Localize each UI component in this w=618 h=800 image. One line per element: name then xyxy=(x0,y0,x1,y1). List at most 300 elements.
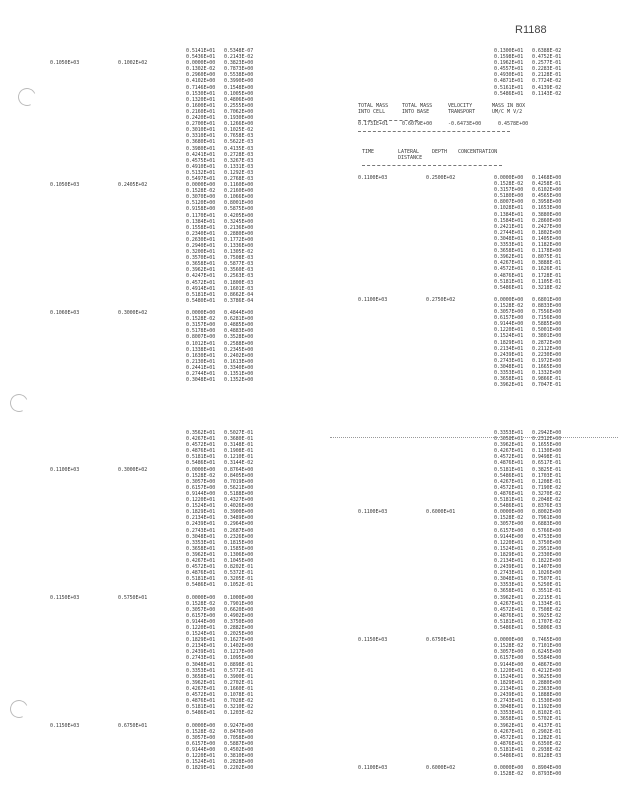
header-underline xyxy=(362,165,502,166)
row-value: 0.2420E+01 xyxy=(186,115,216,122)
row-value: 0.9866E-01 xyxy=(532,376,562,383)
row-value: 0.7190E-02 xyxy=(532,484,562,491)
row-value: 0.1160E+00 xyxy=(224,182,254,189)
row-value: 0.1528E-02 xyxy=(186,188,216,195)
row-value: 0.0000E+00 xyxy=(186,722,216,729)
row-value: 0.4565E+00 xyxy=(532,193,562,200)
row-value: 0.3048E+01 xyxy=(494,576,524,583)
row-value: 0.2768E-03 xyxy=(224,175,254,182)
row-value: 0.4867E+00 xyxy=(532,661,562,668)
row-value: 0.1305E-02 xyxy=(224,249,254,256)
row-value: 0.4876E+01 xyxy=(494,272,524,279)
row-value: 0.4806E+00 xyxy=(224,96,254,103)
row-value: 0.2902E-01 xyxy=(532,728,562,735)
row-value: 0.1407E+00 xyxy=(532,564,562,571)
row-value: 0.4876E+01 xyxy=(186,570,216,577)
row-value: 0.4876E+01 xyxy=(186,448,216,455)
row-value: 0.1600E+01 xyxy=(186,102,216,109)
row-label: 0.1002E+02 xyxy=(118,60,148,67)
row-value: 0.8007E+00 xyxy=(186,334,216,341)
row-value: 0.2134E+01 xyxy=(186,643,216,650)
row-value: 0.3750E+00 xyxy=(532,539,562,546)
row-value: 0.5486E+01 xyxy=(494,625,524,631)
row-value: 0.1908E-01 xyxy=(224,448,254,455)
row-value: 0.3245E+00 xyxy=(224,218,254,225)
row-value: 0.2828E+00 xyxy=(224,759,254,766)
row-value: 0.4572E+01 xyxy=(186,442,216,449)
row-label: 0.1060E+03 xyxy=(50,310,80,317)
row-value: 0.1182E+00 xyxy=(532,242,562,249)
row-value: 0.3267E-03 xyxy=(224,157,254,164)
row-value: 0.3962E+01 xyxy=(494,722,524,729)
row-value: 0.1208E-01 xyxy=(532,478,562,485)
summary-subheader: INTO CELL xyxy=(358,109,386,115)
row-value: 0.3810E+00 xyxy=(224,752,254,759)
row-value: 0.5480E+01 xyxy=(186,297,216,304)
row-value: 0.1524E+01 xyxy=(494,673,524,680)
row-value: 0.2964E+00 xyxy=(224,521,254,528)
row-value: 0.3658E+01 xyxy=(186,545,216,552)
row-value: 0.7047E-01 xyxy=(532,382,562,389)
row-value: 0.1530E+01 xyxy=(186,90,216,97)
row-value: 0.2588E+00 xyxy=(224,340,254,347)
row-value: 0.8793E+00 xyxy=(532,771,562,778)
row-value: 0.1829E+01 xyxy=(186,637,216,644)
table-row xyxy=(358,91,570,97)
row-value: 0.5622E-03 xyxy=(224,139,254,146)
row-value: 0.1822E+00 xyxy=(532,557,562,564)
col-time: TIME xyxy=(362,149,375,155)
row-label: 0.3000E+02 xyxy=(118,310,148,317)
row-value: 0.4876E+01 xyxy=(494,460,524,467)
row-value: 0.1802E+00 xyxy=(532,229,562,236)
row-value: 0.4267E+01 xyxy=(494,448,524,455)
row-value: 0.7156E+00 xyxy=(532,315,562,322)
row-value: 0.6157E+00 xyxy=(494,315,524,322)
row-value: 0.2134E+01 xyxy=(494,685,524,692)
row-value: 0.1105E-01 xyxy=(532,278,562,285)
row-value: 0.1000E+00 xyxy=(224,594,254,601)
row-value: 0.3070E+00 xyxy=(186,194,216,201)
row-value: 0.4883E+00 xyxy=(224,328,254,335)
row-value: 0.5027E-01 xyxy=(224,430,254,436)
row-value: 0.1405E+00 xyxy=(532,235,562,242)
row-value: 0.2402E+00 xyxy=(224,352,254,359)
table-row xyxy=(50,765,262,771)
row-value: 0.1402E+00 xyxy=(224,643,254,650)
col-lateral-sub: DISTANCE xyxy=(398,155,423,161)
row-value: 0.2326E+00 xyxy=(224,533,254,540)
row-value: 0.2743E+01 xyxy=(186,655,216,662)
row-value: 0.4752E-01 xyxy=(532,54,562,61)
row-value: 0.1338E+01 xyxy=(186,346,216,353)
row-value: 0.1707E-02 xyxy=(532,618,562,625)
row-value: 0.2340E+01 xyxy=(186,230,216,237)
row-value: 0.5885E+00 xyxy=(532,321,562,328)
row-value: 0.1220E+01 xyxy=(186,625,216,631)
row-value: 0.5120E+00 xyxy=(186,200,216,207)
row-label: 0.6000E+02 xyxy=(426,765,456,772)
row-value: 0.1655E+00 xyxy=(532,442,562,449)
row-value: 0.1829E+01 xyxy=(186,509,216,516)
row-value: 0.2128E-01 xyxy=(532,72,562,79)
row-label: 0.1050E+03 xyxy=(50,60,80,67)
row-value: 0.1815E+00 xyxy=(224,539,254,546)
punch-hole-icon xyxy=(7,391,30,414)
row-value: 0.2345E+00 xyxy=(224,346,254,353)
row-value: 0.7101E+00 xyxy=(532,643,562,650)
row-value: 0.1025E-02 xyxy=(224,127,254,134)
row-value: 0.2439E+01 xyxy=(494,351,524,358)
row-value: 0.7556E+00 xyxy=(532,309,562,316)
row-value: 0.1829E+01 xyxy=(494,339,524,346)
row-value: 0.7507E-01 xyxy=(532,576,562,583)
row-value: 0.5486E+01 xyxy=(186,460,216,467)
row-value: 0.3489E+00 xyxy=(224,515,254,522)
row-value: 0.3658E+01 xyxy=(494,436,524,443)
row-value: 0.2330E+00 xyxy=(532,551,562,558)
row-value: 0.3962E+01 xyxy=(494,442,524,449)
row-value: 0.2872E+00 xyxy=(532,339,562,346)
row-value: 0.4876E+01 xyxy=(494,490,524,497)
row-value: 0.4885E+00 xyxy=(224,322,254,329)
row-value: 0.3010E+01 xyxy=(186,127,216,134)
row-value: 0.0000E+00 xyxy=(494,509,524,516)
row-value: 0.4572E+01 xyxy=(186,692,216,699)
row-value: 0.1220E+01 xyxy=(494,327,524,334)
row-value: 0.9144E+00 xyxy=(494,533,524,540)
row-value: 0.1528E-02 xyxy=(494,181,524,188)
row-value: 0.1210E-01 xyxy=(224,454,254,461)
row-value: 0.2283E-01 xyxy=(532,66,562,73)
row-value: 0.5141E+01 xyxy=(186,48,216,54)
row-value: 0.2441E+01 xyxy=(186,364,216,371)
row-value: 0.4753E+00 xyxy=(532,533,562,540)
row-value: 0.3048E+01 xyxy=(494,235,524,242)
row-value: 0.6388E-02 xyxy=(532,48,562,54)
row-value: 0.4572E+01 xyxy=(494,266,524,273)
row-value: 0.4914E+01 xyxy=(186,285,216,292)
row-label: 0.1100E+03 xyxy=(358,175,388,181)
row-value: 0.3048E+01 xyxy=(186,533,216,540)
dashed-separator xyxy=(358,131,510,132)
row-value: 0.7465E+00 xyxy=(532,637,562,644)
row-value: 0.1703E-01 xyxy=(532,472,562,479)
row-value: 0.5486E+01 xyxy=(494,503,524,510)
row-value: 0.1528E-02 xyxy=(494,302,524,309)
row-value: 0.0000E+00 xyxy=(186,594,216,601)
row-value: 0.8002E+00 xyxy=(532,509,562,516)
summary-value: -0.6473E+00 xyxy=(448,121,482,127)
row-label: 0.3000E+02 xyxy=(118,466,148,473)
row-value: 0.3658E+01 xyxy=(494,248,524,255)
row-value: 0.1613E+00 xyxy=(224,358,254,365)
row-value: 0.5584E+00 xyxy=(532,655,562,662)
row-value: 0.4327E+00 xyxy=(224,497,254,504)
row-value: 0.5181E+01 xyxy=(186,704,216,711)
col-lateral: LATERAL xyxy=(398,149,420,155)
row-value: 0.1653E+00 xyxy=(532,205,562,212)
row-value: 0.1528E-02 xyxy=(186,472,216,479)
row-value: 0.1220E+01 xyxy=(186,752,216,759)
row-label: 0.1100E+03 xyxy=(50,466,80,473)
row-value: 0.6350E-02 xyxy=(532,740,562,747)
row-value: 0.1026E+00 xyxy=(532,570,562,577)
row-value: 0.1351E+00 xyxy=(224,370,254,377)
row-value: 0.2630E+01 xyxy=(186,236,216,243)
row-value: 0.3786E-04 xyxy=(224,297,254,304)
data-block-upper-right xyxy=(358,175,570,388)
row-value: 0.3823E+00 xyxy=(224,60,254,67)
row-value: 0.5497E+01 xyxy=(186,175,216,182)
row-value: 0.1334E-01 xyxy=(532,600,562,607)
row-value: 0.1528E-02 xyxy=(494,771,524,778)
row-value: 0.3048E+01 xyxy=(494,704,524,711)
row-value: 0.2942E+00 xyxy=(532,430,562,436)
row-value: 0.2130E+01 xyxy=(186,358,216,365)
summary-col-header: VELOCITY xyxy=(448,103,473,109)
row-value: 0.1888E+00 xyxy=(532,692,562,699)
row-label: 0.6750E+01 xyxy=(426,637,456,644)
row-value: 0.6157E+00 xyxy=(186,484,216,491)
underline-rule xyxy=(358,120,418,121)
row-value: 0.1300E+01 xyxy=(494,48,524,54)
row-value: 0.6517E-01 xyxy=(532,460,562,467)
row-value: 0.1282E-01 xyxy=(532,734,562,741)
row-value: 0.7961E+00 xyxy=(532,515,562,522)
row-value: 0.1548E+00 xyxy=(224,84,254,91)
row-value: 0.4102E+00 xyxy=(186,78,216,85)
row-value: 0.5702E-01 xyxy=(532,716,562,723)
row-value: 0.1800E-03 xyxy=(224,279,254,286)
row-value: 0.2134E+01 xyxy=(494,557,524,564)
row-value: 0.3880E+00 xyxy=(532,211,562,218)
row-value: 0.0000E+00 xyxy=(494,637,524,644)
row-value: 0.8128E-03 xyxy=(532,752,562,759)
row-value: 0.3658E+01 xyxy=(494,588,524,595)
row-value: 0.2687E+00 xyxy=(224,527,254,534)
row-value: 0.4267E+01 xyxy=(494,260,524,267)
row-value: 0.1665E+00 xyxy=(532,363,562,370)
row-value: 0.7901E+00 xyxy=(224,600,254,607)
data-block-lower-left xyxy=(50,430,262,771)
row-value: 0.0000E+00 xyxy=(186,466,216,473)
row-value: 0.4212E+00 xyxy=(532,667,562,674)
row-value: 0.5372E-01 xyxy=(224,570,254,577)
row-value: 0.5001E+00 xyxy=(532,327,562,334)
row-value: 0.1012E+01 xyxy=(186,340,216,347)
summary-value: 0.4578E+00 xyxy=(498,121,529,127)
table-row xyxy=(50,377,262,383)
row-value: 0.7058E+00 xyxy=(224,734,254,741)
data-block-lower-right xyxy=(358,430,570,777)
row-value: 0.3825E-01 xyxy=(532,466,562,473)
row-value: 0.3353E+01 xyxy=(494,370,524,376)
row-value: 0.3144E-02 xyxy=(224,460,254,467)
row-value: 0.3048E+01 xyxy=(494,363,524,370)
row-value: 0.1829E+01 xyxy=(494,551,524,558)
row-value: 0.5875E+00 xyxy=(224,206,254,213)
row-value: 0.1524E+01 xyxy=(186,759,216,766)
row-value: 0.3562E+01 xyxy=(186,430,216,436)
row-value: 0.1220E+01 xyxy=(494,667,524,674)
row-value: 0.3658E+01 xyxy=(186,673,216,680)
row-label: 0.6750E+01 xyxy=(118,722,148,729)
row-value: 0.5486E+01 xyxy=(186,710,216,717)
row-value: 0.2743E+01 xyxy=(186,527,216,534)
row-value: 0.4575E+01 xyxy=(186,157,216,164)
row-value: 0.5181E+01 xyxy=(186,454,216,461)
row-value: 0.9144E+00 xyxy=(186,618,216,625)
row-value: 0.3048E+01 xyxy=(186,377,216,384)
row-value: 0.4247E+01 xyxy=(186,273,216,280)
row-value: 0.1468E+00 xyxy=(532,175,562,181)
row-value: 0.4572E+01 xyxy=(494,606,524,613)
row-value: 0.5486E+01 xyxy=(494,90,524,97)
row-value: 0.2160E+00 xyxy=(224,188,254,195)
row-value: 0.7724E-02 xyxy=(532,78,562,85)
row-value: 0.1384E+01 xyxy=(494,211,524,218)
row-value: 0.3353E+01 xyxy=(186,667,216,674)
row-value: 0.8001E+00 xyxy=(224,200,254,207)
row-value: 0.1352E+00 xyxy=(224,377,254,384)
row-value: 0.3048E+01 xyxy=(186,661,216,668)
row-value: 0.3801E+00 xyxy=(532,333,562,340)
row-value: 0.3270E-02 xyxy=(532,490,562,497)
row-value: 0.8476E+00 xyxy=(224,728,254,735)
row-value: 0.1332E+00 xyxy=(532,370,562,376)
row-value: 0.5180E+00 xyxy=(494,193,524,200)
row-value: 0.4876E+01 xyxy=(494,740,524,747)
row-value: 0.5132E+01 xyxy=(186,169,216,176)
row-value: 0.3218E-02 xyxy=(532,284,562,291)
row-value: 0.1028E+01 xyxy=(494,205,524,212)
row-value: 0.1052E-01 xyxy=(224,582,254,589)
row-value: 0.5806E-03 xyxy=(532,625,562,631)
row-value: 0.1095E+00 xyxy=(224,655,254,662)
row-value: 0.4026E+00 xyxy=(224,503,254,510)
summary-value: 0.6079E+00 xyxy=(402,121,433,127)
row-value: 0.6883E+00 xyxy=(532,521,562,528)
row-value: 0.1524E+01 xyxy=(494,545,524,552)
row-value: 0.2025E+00 xyxy=(224,631,254,638)
row-value: 0.6620E+00 xyxy=(224,606,254,613)
row-value: 0.6157E+00 xyxy=(186,740,216,747)
row-label: 0.2750E+02 xyxy=(426,296,456,303)
row-value: 0.4205E+00 xyxy=(224,212,254,219)
row-value: 0.2202E+00 xyxy=(224,765,254,772)
row-value: 0.1384E+01 xyxy=(186,218,216,225)
row-value: 0.5486E+01 xyxy=(494,752,524,759)
row-value: 0.2112E+00 xyxy=(532,345,562,352)
row-value: 0.2744E+01 xyxy=(494,229,524,236)
row-label: 0.1100E+03 xyxy=(358,296,388,303)
row-value: 0.3925E-02 xyxy=(532,612,562,619)
row-value: 0.2880E+00 xyxy=(532,679,562,686)
row-value: 0.3980E+01 xyxy=(186,145,216,152)
row-value: 0.1302E-02 xyxy=(186,66,216,73)
row-value: 0.2134E+01 xyxy=(186,515,216,522)
row-value: 0.2427E+00 xyxy=(532,223,562,230)
row-value: 0.3962E+01 xyxy=(494,594,524,601)
row-value: 0.3310E+01 xyxy=(186,133,216,140)
row-value: 0.3962E+01 xyxy=(186,267,216,274)
row-value: 0.6102E+00 xyxy=(532,187,562,194)
row-value: 0.1524E+01 xyxy=(494,333,524,340)
row-value: 0.4572E+01 xyxy=(186,564,216,571)
row-value: 0.5181E+01 xyxy=(494,497,524,504)
page-id: R1188 xyxy=(515,24,547,36)
col-concentration: CONCENTRATION xyxy=(458,149,498,155)
row-value: 0.2577E-01 xyxy=(532,60,562,67)
row-value: 0.4135E-03 xyxy=(224,145,254,152)
row-value: 0.2048E-02 xyxy=(532,497,562,504)
row-value: 0.3900E-01 xyxy=(224,673,254,680)
row-value: 0.4267E+01 xyxy=(186,436,216,443)
row-value: 0.1530E+00 xyxy=(532,698,562,705)
row-value: 0.5486E+01 xyxy=(186,582,216,589)
row-value: 0.6245E+00 xyxy=(532,649,562,656)
row-value: 0.3210E-02 xyxy=(224,704,254,711)
row-value: 0.7028E-02 xyxy=(224,698,254,705)
row-value: 0.7508E-02 xyxy=(532,606,562,613)
row-value: 0.1320E+01 xyxy=(186,96,216,103)
summary-col-header: MASS IN BOX xyxy=(492,103,526,109)
row-label: 0.1100E+03 xyxy=(358,765,388,772)
row-value: 0.2230E+00 xyxy=(532,351,562,358)
table-row xyxy=(358,771,570,777)
summary-col-header: TOTAL MASS xyxy=(358,103,389,109)
row-value: 0.2439E+01 xyxy=(186,649,216,656)
row-value: 0.3962E+01 xyxy=(186,551,216,558)
summary-value: 0.1731E+01 xyxy=(358,121,389,127)
row-value: 0.5181E+01 xyxy=(186,576,216,583)
row-value: 0.9144E+00 xyxy=(186,746,216,753)
row-value: 0.3353E+01 xyxy=(494,710,524,717)
row-value: 0.8833E+00 xyxy=(532,302,562,309)
row-value: 0.4902E+00 xyxy=(224,612,254,619)
row-value: 0.1601E-03 xyxy=(224,285,254,292)
row-label: 0.5750E+01 xyxy=(118,594,148,601)
row-value: 0.5181E+01 xyxy=(186,291,216,298)
row-value: 0.1829E+01 xyxy=(494,679,524,686)
row-value: 0.7508E-03 xyxy=(224,255,254,262)
row-value: 0.5772E-01 xyxy=(224,667,254,674)
row-value: 0.8764E+00 xyxy=(224,466,254,473)
data-block-upper-left xyxy=(50,48,262,383)
row-value: 0.8405E+00 xyxy=(224,472,254,479)
row-value: 0.2555E+00 xyxy=(224,102,254,109)
row-value: 0.3057E+00 xyxy=(186,734,216,741)
summary-subheader: TRANSPORT xyxy=(448,109,476,115)
row-label: 0.1050E+03 xyxy=(50,182,80,189)
row-value: 0.3962E+01 xyxy=(494,382,524,389)
row-value: 0.3528E+00 xyxy=(224,334,254,341)
row-value: 0.7146E+00 xyxy=(186,84,216,91)
row-value: 0.1045E+00 xyxy=(224,557,254,564)
row-value: 0.1528E-02 xyxy=(186,728,216,735)
row-value: 0.5181E+01 xyxy=(494,746,524,753)
row-value: 0.3205E-01 xyxy=(224,576,254,583)
row-value: 0.4572E+01 xyxy=(186,279,216,286)
row-label: 0.1150E+03 xyxy=(50,594,80,601)
row-value: 0.8075E-01 xyxy=(532,254,562,261)
row-value: 0.0000E+00 xyxy=(186,310,216,317)
row-value: 0.0000E+00 xyxy=(494,765,524,772)
row-value: 0.4572E+01 xyxy=(494,484,524,491)
row-label: 0.6000E+01 xyxy=(426,509,456,516)
row-value: 0.5188E+00 xyxy=(224,490,254,497)
